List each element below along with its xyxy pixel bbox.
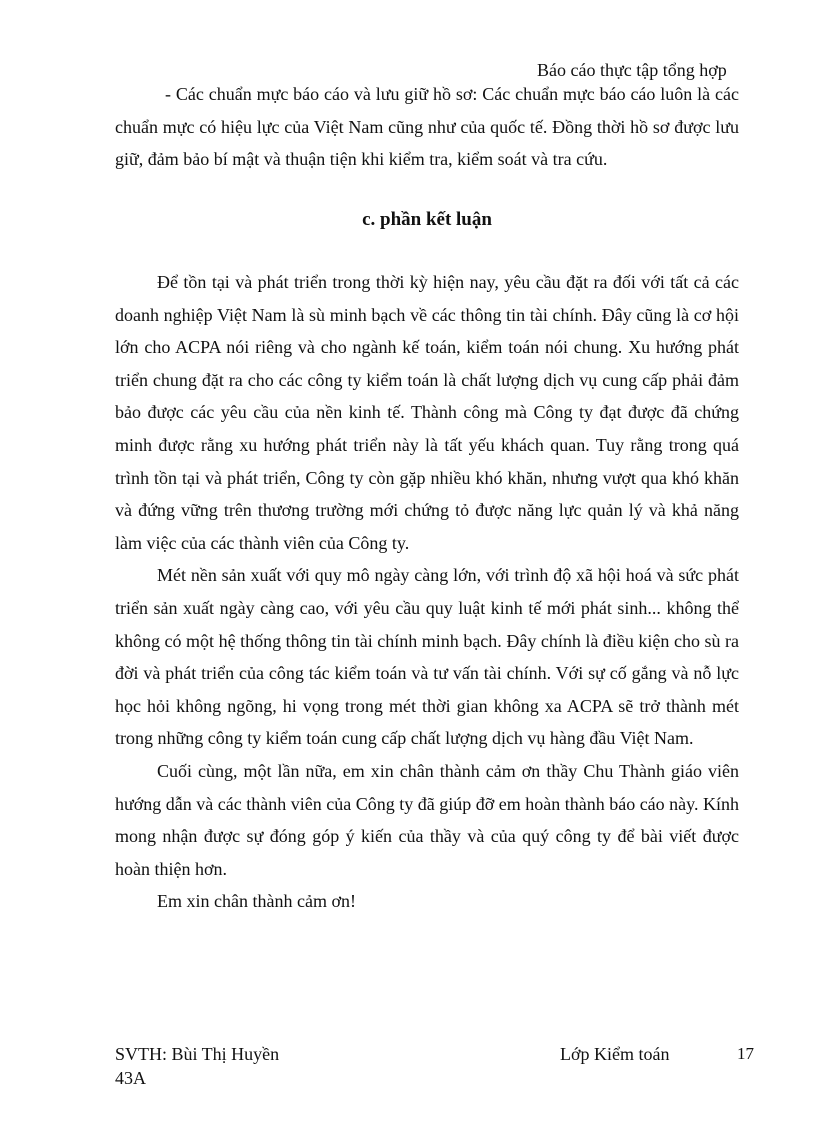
paragraph-4: Em xin chân thành cảm ơn! (157, 891, 356, 912)
paragraph-2: Mét nền sản xuất với quy mô ngày càng lớn, với trình độ xã hội hoá và sức phát triển sản xuất ngày càng cao, với yêu cầu quy luật kinh tế mới phát sinh... không thể không có một hệ thống thông tin tài chính minh bạch. Đây chính là điều kiện cho sù ra đời và phát triển của công tác kiểm toán và tư vấn tài chính. Với sự cố gắng và nỗ lực học hỏi không ngõng, hi vọng trong mét thời gian không xa ACPA sẽ trở thành mét trong những công ty kiểm toán cung cấp chất lượng dịch vụ hàng đầu Việt Nam. (115, 565, 739, 749)
paragraph-3: Cuối cùng, một lần nữa, em xin chân thành cảm ơn thầy Chu Thành giáo viên hướng dẫn và các thành viên của Công ty đã giúp đỡ em hoàn thành báo cáo này. Kính mong nhận được sự đóng góp ý kiến của thầy và của quý công ty để bài viết được hoàn thiện hơn. (115, 760, 739, 879)
section-heading: c. phần kết luận (362, 209, 492, 230)
conclusion-body (115, 266, 739, 918)
paragraph-1: Để tồn tại và phát triển trong thời kỳ hiện nay, yêu cầu đặt ra đối với tất cả các doanh nghiệp Việt Nam là sù minh bạch về các thông tin tài chính. Đây cũng là cơ hội lớn cho ACPA nói riêng và cho ngành kế toán, kiểm toán nói chung. Xu hướng phát triển chung đặt ra cho các công ty kiểm toán là chất lượng dịch vụ cung cấp phải đảm bảo được các yêu cầu của nền kinh tế. Thành công mà Công ty đạt được đã chứng minh được rằng xu hướng phát triển này là tất yếu khách quan. Tuy rằng trong quá trình tồn tại và phát triển, Công ty còn gặp nhiều khó khăn, nhưng vượt qua khó khăn và đứng vững trên thương trường mới chứng tỏ được năng lực quản lý và khả năng làm việc của các thành viên của Công ty. (115, 272, 739, 553)
intro-paragraph: - Các chuẩn mực báo cáo và lưu giữ hồ sơ: Các chuẩn mực báo cáo luôn là các chuẩn mực có hiệu lực của Việt Nam cũng như của quốc tế. Đồng thời hồ sơ được lưu giữ, đảm bảo bí mật và thuận tiện khi kiểm tra, kiểm soát và tra cứu. (115, 84, 739, 170)
page-number: 17 (737, 1044, 754, 1063)
header-title: Báo cáo thực tập tổng hợp (537, 60, 727, 80)
footer-class: Lớp Kiểm toán (560, 1044, 670, 1064)
footer-student-class-code: 43A (115, 1068, 146, 1088)
footer-student (115, 1042, 279, 1090)
footer-student-name: SVTH: Bùi Thị Huyền (115, 1044, 280, 1064)
